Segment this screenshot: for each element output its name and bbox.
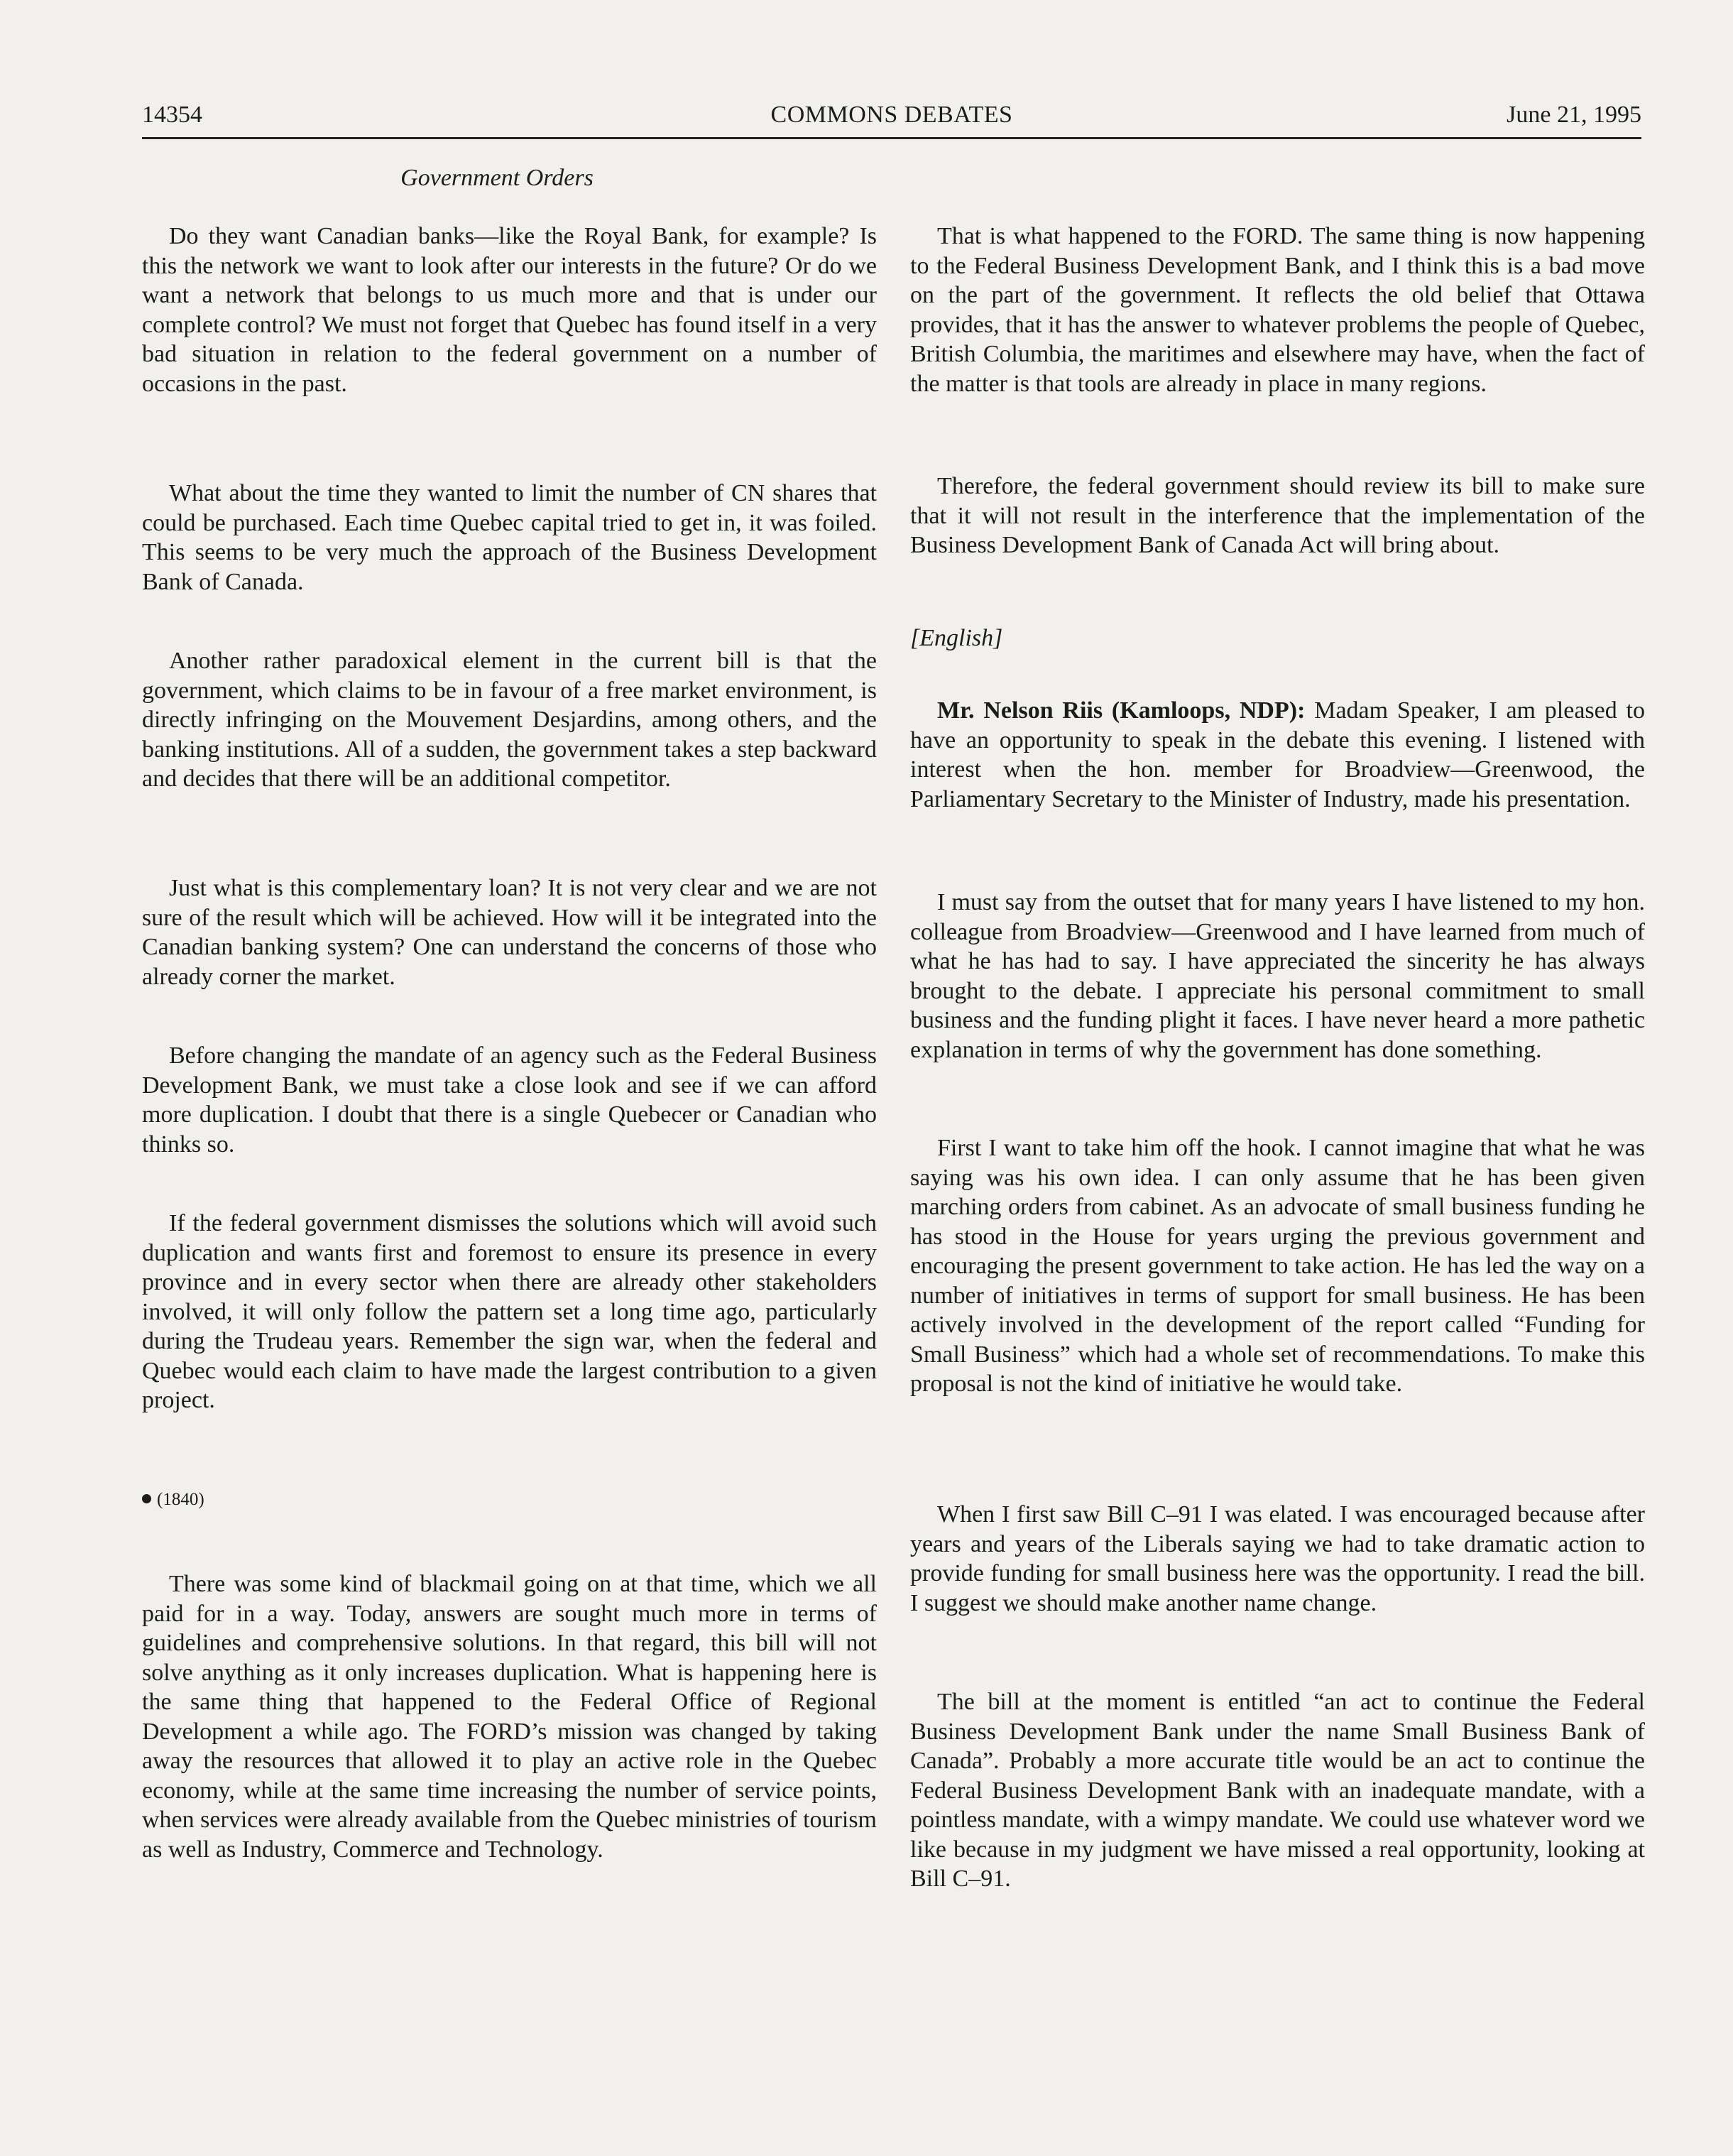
paragraph: When I first saw Bill C–91 I was elated. I was encouraged because after years and years of the Liberals saying we had to take dramatic action to provide funding for small business here was the opportunity. I read the bill. I suggest we should make another name change. (910, 1501, 1645, 1616)
paragraph: First I want to take him off the hook. I cannot imagine that what he was saying was his own idea. I can only assume that he has been given marching orders from cabinet. As an advocate of small business funding he has stood in the House for years urging the previous government and encouraging the present government to take action. He has led the way on a number of initiatives in terms of support for small business. He has been actively involved in the development of the report called “Funding for Small Business” which had a whole set of recommendations. To make this proposal is not the kind of initiative he would take. (910, 1135, 1645, 1397)
paragraph: Do they want Canadian banks—like the Royal Bank, for example? Is this the network we want to look after our interests in the future? Or do we want a network that belongs to us much more and that is under our complete control? We must not forget that Quebec has found itself in a very bad situation in relation to the federal government on a number of occasions in the past. (142, 223, 877, 397)
page-number: 14354 (142, 102, 202, 128)
publication-date: June 21, 1995 (1507, 102, 1641, 128)
paragraph: That is what happened to the FORD. The same thing is now happening to the Federal Business Development Bank, and I think this is a bad move on the part of the government. It reflects the old belief that Ottawa provides, that it has the answer to whatever problems the people of Quebec, British Columbia, the maritimes and elsewhere may have, when the fact of the matter is that tools are already in place in many regions. (910, 223, 1645, 397)
bullet-icon (142, 1494, 151, 1503)
paragraph: There was some kind of blackmail going on at that time, which we all paid for in a way. Today, answers are sought much more in terms of guidelines and comprehensive solutions. In that regard, this bill will not solve anything as it only increases duplication. What is happening here is the same thing that happened to the Federal Office of Regional Development a while ago. The FORD’s mission was changed by taking away the resources that allowed it to play an active role in the Quebec economy, while at the same time increasing the number of service points, when services were already available from the Quebec ministries of tourism as well as Industry, Commerce and Technology. (142, 1571, 877, 1863)
time-marker-label: (1840) (157, 1490, 204, 1509)
paragraph: I must say from the outset that for many years I have listened to my hon. colleague from Broadview—Greenwood and I have learned from much of what he has had to say. I have appreciated the sincerity he has always brought to the debate. I appreciate his personal commitment to small business and the funding plight it faces. I have never heard a more pathetic explanation in terms of why the government has done something. (910, 889, 1645, 1063)
time-marker (142, 1488, 204, 1511)
paragraph: Another rather paradoxical element in the current bill is that the government, which claims to be in favour of a free market environment, is directly infringing on the Mouvement Desjardins, among others, and the banking institutions. All of a sudden, the government takes a step backward and decides that there will be an additional competitor. (142, 648, 877, 792)
section-heading: Government Orders (400, 165, 594, 191)
speaker-paragraph (910, 696, 1645, 814)
paragraph: Therefore, the federal government should review its bill to make sure that it will not result in the interference that the implementation of the Business Development Bank of Canada Act will bring about. (910, 473, 1645, 558)
paragraph: Just what is this complementary loan? It is not very clear and we are not sure of the result which will be achieved. How will it be integrated into the Canadian banking system? One can understand the concerns of those who already corner the market. (142, 875, 877, 990)
speaker-name: Mr. Nelson Riis (Kamloops, NDP): (937, 697, 1306, 724)
language-tag: [English] (910, 625, 1003, 651)
paragraph: If the federal government dismisses the solutions which will avoid such duplication and wants first and foremost to ensure its presence in every province and in every sector when there are already other stakeholders involved, it will only follow the pattern set a long time ago, particularly during the Trudeau years. Remember the sign war, when the federal and Quebec would each claim to have made the largest contribution to a given project. (142, 1210, 877, 1413)
publication-title: COMMONS DEBATES (770, 102, 1013, 128)
paragraph: Before changing the mandate of an agency such as the Federal Business Development Bank, we must take a close look and see if we can afford more duplication. I doubt that there is a single Quebecer or Canadian who thinks so. (142, 1042, 877, 1158)
paragraph: The bill at the moment is entitled “an act to continue the Federal Business Development Bank under the name Small Business Bank of Canada”. Probably a more accurate title would be an act to continue the Federal Business Development Bank with an inadequate mandate, with a pointless mandate, with a wimpy mandate. We could use whatever word we like because in my judgment we have missed a real opportunity, looking at Bill C–91. (910, 1689, 1645, 1892)
page-header (142, 99, 1641, 131)
paragraph: What about the time they wanted to limit the number of CN shares that could be purchased. Each time Quebec capital tried to get in, it was foiled. This seems to be very much the approach of the Business Development Bank of Canada. (142, 480, 877, 595)
header-rule (142, 137, 1641, 139)
speaker-text: Madam Speaker, I am pleased to have an opportunity to speak in the debate this evening. I listened with interest when the hon. member for Broadview—Greenwood, the Parliamentary Secretary to the Minister of Industry, made his presentation. (910, 697, 1646, 812)
